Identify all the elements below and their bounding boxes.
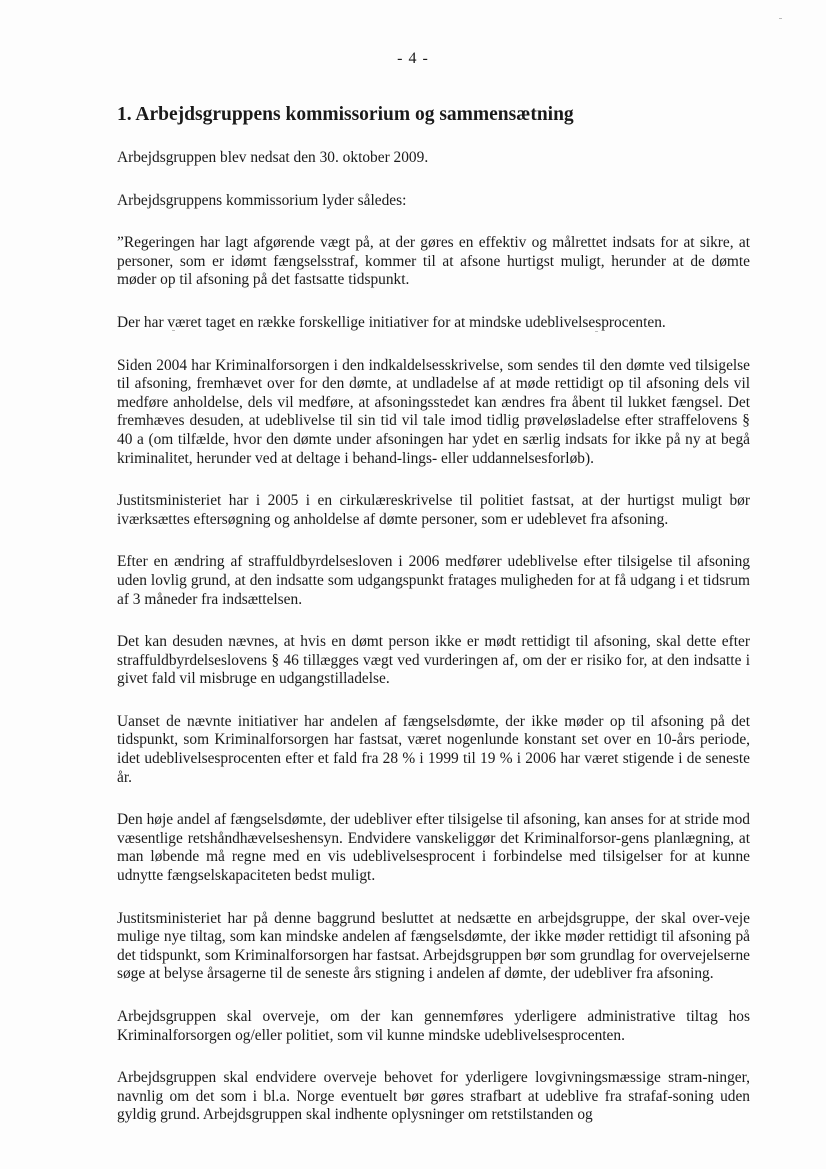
paragraph: Siden 2004 har Kriminalforsorgen i den indkaldelsesskrivelse, som sendes til den dømte ved tilsigelse til afsoning, fremhævet over for den dømte, at undladelse af at møde rettidigt op til afsoning dels vil medføre anholdelse, dels vil medføre, at afsoningsstedet kan ændres fra åbent til lukket fængsel. Det fremhæves desuden, at udeblivelse til sin tid vil tale imod tidlig prøveløsladelse efter straffelovens § 40 a (om tilfælde, hvor den dømte under afsoningen har ydet en særlig indsats for ikke på ny at begå kriminalitet, herunder ved at deltage i behand-lings- eller uddannelsesforløb).: [117, 356, 750, 467]
paragraph: Den høje andel af fængselsdømte, der udebliver efter tilsigelse til afsoning, kan anses for at stride mod væsentlige retshåndhævelseshensyn. Endvidere vanskeliggør det Kriminalforsor-gens planlægning, at man løbende må regne med en vis udeblivelsesprocent i forbindelse med tilsigelser for at kunne udnytte fængselskapaciteten bedst muligt.: [117, 811, 750, 885]
paragraph: Uanset de nævnte initiativer har andelen af fængselsdømte, der ikke møder op til afsoning på det tidspunkt, som Kriminalforsorgen har fastsat, været nogenlunde konstant set over en 10-års periode, idet udeblivelsesprocenten efter et fald fra 28 % i 1999 til 19 % i 2006 har været stigende i de seneste år.: [117, 712, 750, 786]
paragraph: Det kan desuden nævnes, at hvis en dømt person ikke er mødt rettidigt til afsoning, skal dette efter straffuldbyrdelseslovens § 46 tillægges vægt ved vurderingen af, om der er risiko for, at den indsatte i givet fald vil misbruge en udgangstilladelse.: [117, 633, 750, 688]
paragraph: Arbejdsgruppens kommissorium lyder således:: [117, 191, 407, 209]
paragraph: ”Regeringen har lagt afgørende vægt på, at der gøres en effektiv og målrettet indsats for at sikre, at personer, som er idømt fængselsstraf, kommer til at afsone hurtigst muligt, herunder at de dømte møder op til afsoning på det fastsatte tidspunkt.: [117, 234, 750, 289]
paragraph: Justitsministeriet har på denne baggrund besluttet at nedsætte en arbejdsgruppe, der skal over-veje mulige nye tiltag, som kan mindske andelen af fængselsdømte, der ikke møder rettidigt til afsoning på det tidspunkt, som Kriminalforsorgen har fastsat. Arbejdsgruppen bør som grundlag for overvejelserne søge at belyse årsagerne til de seneste års stigning i andelen af dømte, der udebliver fra afsoning.: [117, 909, 750, 983]
scan-speck: [779, 18, 782, 19]
paragraph: Arbejdsgruppen skal overveje, om der kan gennemføres yderligere administrative tiltag hos Kriminalforsorgen og/eller politiet, som vil kunne mindske udeblivelsesprocenten.: [117, 1008, 750, 1044]
paragraph: Efter en ændring af straffuldbyrdelsesloven i 2006 medfører udeblivelse efter tilsigelse til afsoning uden lovlig grund, at den indsatte som udgangspunkt fratages muligheden for at få udgang i et tidsrum af 3 måneder fra indsættelsen.: [117, 553, 750, 608]
paragraph: Justitsministeriet har i 2005 i en cirkulæreskrivelse til politiet fastsat, at der hurtigst muligt bør iværksættes eftersøgning og anholdelse af dømte personer, som er udeblevet fra afsoning.: [117, 492, 750, 528]
section-heading: 1. Arbejdsgruppens kommissorium og sammensætning: [117, 104, 574, 125]
paragraph: Arbejdsgruppen blev nedsat den 30. oktober 2009.: [117, 149, 429, 166]
page-number: - 4 -: [397, 50, 429, 67]
document-body: [117, 100, 750, 1149]
paragraph: Arbejdsgruppen skal endvidere overveje behovet for yderligere lovgivningsmæssige stram-ninger, navnlig om det som i bl.a. Norge eventuelt bør gøres strafbart at udeblive fra strafaf-soning uden gyldig grund. Arbejdsgruppen skal indhente oplysninger om retstilstanden og: [117, 1069, 750, 1124]
paragraph: Der har været taget en række forskellige initiativer for at mindske udeblivelsesprocenten.: [117, 313, 666, 331]
